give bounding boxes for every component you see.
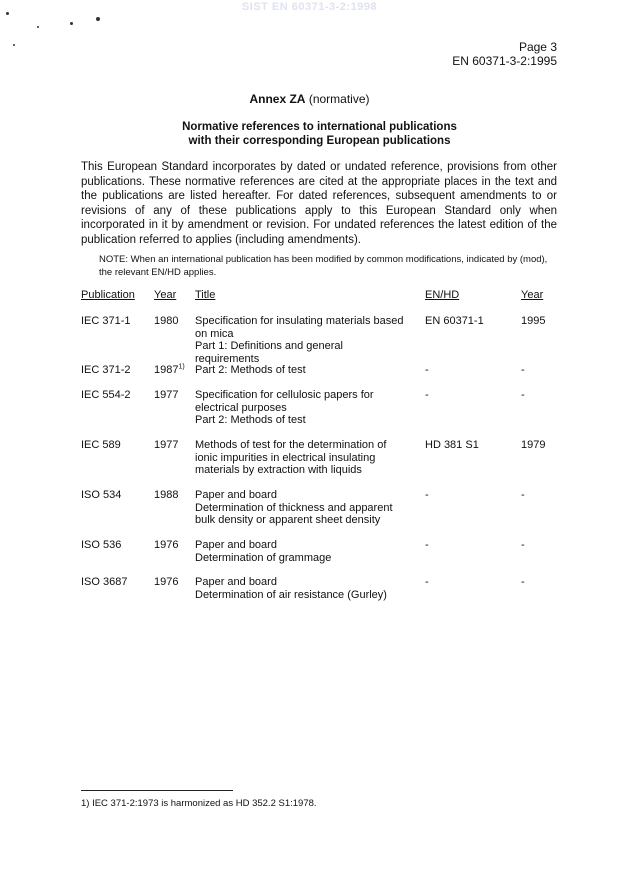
table-row-publication: IEC 589 (81, 439, 121, 451)
col-header-title: Title (195, 289, 216, 301)
table-row-title (195, 315, 410, 365)
subtitle-line-2: with their corresponding European publications (188, 135, 451, 147)
table-row-publication: IEC 371-1 (81, 315, 131, 327)
title-line: Specification for insulating materials based (195, 315, 404, 327)
table-row-publication: IEC 371-2 (81, 364, 131, 376)
table-row-en-year: - (521, 389, 525, 401)
table-row-publication: ISO 3687 (81, 576, 128, 588)
table-row-en-year: - (521, 364, 525, 376)
table-row-en-year: 1995 (521, 315, 546, 327)
scan-speck (96, 17, 100, 21)
col-header-en-year: Year (521, 289, 544, 301)
table-row-enhd: - (425, 539, 429, 551)
title-line: Specification for cellulosic papers for (195, 389, 374, 401)
watermark: SIST EN 60371-3-2:1998 (241, 1, 378, 13)
title-line: Determination of air resistance (Gurley) (195, 588, 387, 601)
col-header-enhd: EN/HD (425, 289, 460, 301)
table-row-year: 1976 (154, 539, 179, 551)
title-line: Determination of grammage (195, 551, 332, 564)
title-line: electrical purposes (195, 401, 287, 414)
footnote-rule (81, 790, 233, 791)
table-row-en-year: - (521, 539, 525, 551)
note-paragraph: NOTE: When an international publication has been modified by common modifications, indicated by (mod), the relevant EN/HD applies. (99, 254, 548, 278)
subtitle-line-1: Normative references to international publications (182, 121, 457, 133)
table-row-title (195, 539, 410, 564)
page-header (452, 40, 557, 68)
title-line: Paper and board (195, 489, 277, 501)
title-line: Determination of thickness and apparent (195, 501, 393, 514)
page-number: Page 3 (518, 40, 557, 54)
table-row-year: 1980 (154, 315, 179, 327)
table-row-title (195, 389, 410, 427)
title-line: Part 2: Methods of test (195, 364, 306, 376)
footnote: 1) IEC 371-2:1973 is harmonized as HD 352.2 S1:1978. (81, 798, 317, 809)
annex-subtitle (0, 120, 619, 148)
scan-speck (37, 26, 39, 28)
title-line: Part 2: Methods of test (195, 414, 306, 426)
intro-paragraph: This European Standard incorporates by dated or undated reference, provisions from other publications. These normative references are cited at the appropriate places in the text and the publications are listed hereafter. For dated references, subsequent amendments to or revisions of any of these publications apply to this European Standard only when incorporated in it by amendment or revision. For undated references the latest edition of the publication referred to applies (including amendments). (81, 161, 557, 246)
table-row-enhd: EN 60371-1 (425, 315, 484, 327)
year-value: 1987 (154, 364, 179, 376)
scan-speck (70, 22, 73, 25)
table-row-enhd: - (425, 576, 429, 588)
footnote-ref: 1) (178, 363, 185, 371)
table-row-enhd: HD 381 S1 (425, 439, 479, 451)
table-row-title (195, 439, 410, 477)
table-row-year: 1977 (154, 389, 179, 401)
title-line: Paper and board (195, 539, 277, 551)
table-row-publication: ISO 536 (81, 539, 122, 551)
table-row-year (154, 364, 185, 377)
table-row-enhd: - (425, 364, 429, 376)
table-row-title (195, 364, 410, 377)
annex-qualifier: (normative) (308, 92, 370, 106)
scan-speck (6, 12, 9, 15)
table-row-year: 1976 (154, 576, 179, 588)
annex-heading (0, 92, 619, 106)
col-header-year: Year (154, 289, 177, 301)
table-row-year: 1977 (154, 439, 179, 451)
title-line: Methods of test for the determination of (195, 439, 387, 451)
table-row-title (195, 576, 410, 601)
table-row-en-year: - (521, 576, 525, 588)
title-line: Part 1: Definitions and general requirements (195, 340, 343, 365)
title-line: ionic impurities in electrical insulating (195, 451, 376, 464)
table-row-en-year: 1979 (521, 439, 546, 451)
table-row-enhd: - (425, 389, 429, 401)
scan-speck (13, 44, 15, 46)
table-row-publication: IEC 554-2 (81, 389, 131, 401)
table-row-title (195, 489, 410, 527)
col-header-publication: Publication (81, 289, 135, 301)
table-row-publication: ISO 534 (81, 489, 122, 501)
title-line: Paper and board (195, 576, 277, 588)
title-line: materials by extraction with liquids (195, 464, 362, 476)
table-row-enhd: - (425, 489, 429, 501)
table-row-year: 1988 (154, 489, 179, 501)
annex-title: Annex ZA (249, 92, 306, 106)
title-line: on mica (195, 327, 234, 340)
standard-number: EN 60371-3-2:1995 (452, 54, 557, 68)
table-row-en-year: - (521, 489, 525, 501)
title-line: bulk density or apparent sheet density (195, 514, 381, 526)
